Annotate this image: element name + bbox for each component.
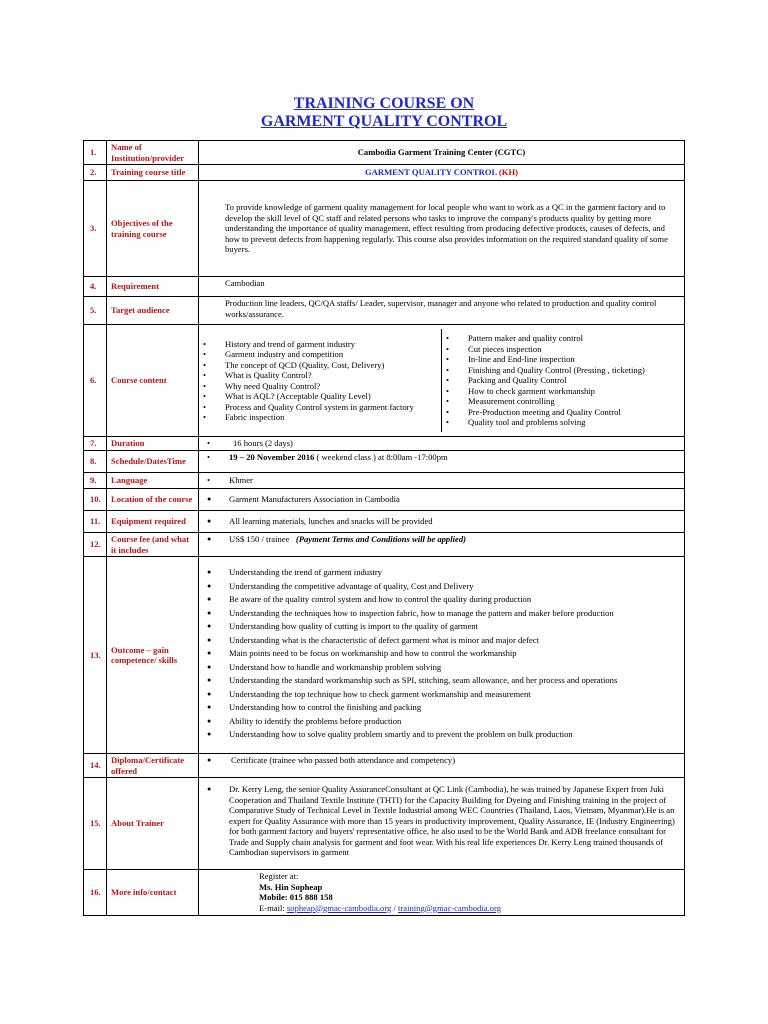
diploma-text: Certificate (trainee who passed both attendance and competency)	[231, 755, 456, 765]
contact-email-separator: /	[391, 902, 399, 913]
row-label: Name of Institution/provider	[107, 141, 199, 165]
row-label: Diploma/Certificate offered	[107, 754, 199, 778]
row-number: 2.	[84, 165, 107, 181]
row-label: About Trainer	[107, 778, 199, 870]
row-label: Objectives of the training course	[107, 181, 199, 277]
row-fee	[84, 533, 685, 557]
row-contact	[84, 870, 685, 916]
duration-text: 16 hours (2 days)	[233, 438, 293, 449]
contact-register: Register at:	[259, 871, 299, 881]
contact-email-link-2[interactable]: training@gmac-cambodia.org	[398, 902, 501, 913]
contact-mobile: Mobile: 015 888 158	[259, 892, 333, 902]
row-label: Language	[107, 473, 199, 489]
row-trainer	[84, 778, 685, 870]
contact-name: Ms. Hin Sopheap	[259, 881, 323, 892]
course-content-item: • How to check garment workmanship	[442, 386, 645, 397]
course-content-item: • The concept of QCD (Quality, Cost, Delivery)	[199, 360, 414, 371]
contact-email-label: E-mail:	[259, 902, 287, 913]
row-number: 1.	[84, 141, 107, 165]
row-number: 12.	[84, 533, 107, 557]
row-number: 3.	[84, 181, 107, 277]
outcome-item: ● Understanding the standard workmanship such as SPI, stitching, seam allowance, and her process and operations	[203, 675, 680, 686]
row-target-audience	[84, 297, 685, 325]
outcome-item: ● Understanding the top technique how to check garment workmanship and measurement	[203, 689, 680, 700]
requirement-value: Cambodian	[199, 277, 685, 297]
row-language	[84, 473, 685, 489]
course-content-item: • Cut pieces inspection	[442, 344, 645, 355]
course-title-value	[199, 165, 685, 181]
course-content-item: • What is AQL? (Acceptable Quality Level)	[199, 391, 414, 402]
course-content-item: • Pattern maker and quality control	[442, 333, 645, 344]
outcome-item: ● Understanding what is the characteristic of defect garment what is minor and major defect	[203, 635, 680, 646]
row-number: 15.	[84, 778, 107, 870]
course-content-item: • Process and Quality Control system in garment factory	[199, 402, 414, 413]
target-audience-value: Production line leaders, QC/QA staffs/ Leader, supervisor, manager and anyone who related to production and quality control works/assurance.	[199, 297, 685, 325]
course-content-item: • What is Quality Control?	[199, 370, 414, 381]
course-content-cell	[199, 325, 685, 437]
course-content-left	[199, 329, 441, 432]
location-value	[199, 489, 685, 511]
row-institution	[84, 141, 685, 165]
row-location	[84, 489, 685, 511]
row-number: 9.	[84, 473, 107, 489]
course-content-item: • Garment industry and competition	[199, 349, 414, 360]
trainer-text: ● Dr. Kerry Leng, the senior Quality AssuranceConsultant at QC Link (Cambodia), he was trained by Japanese Expert from Juki Cooperation and Thailand Textile Institute (THTI) for the Capacity Building for Dyeing and Finishing training in the project of Comparative Study of Technical Level in Textile Industrial among WEC Countries (Thailand, Laos, Vietnam, Myanmar).He is an expert for Quality Assurance with more than 15 years in productivity improvement, Quality Assurance, IE (Industry Engineering) for both garment factory and buyers' representative office, he also used to be the World Bank and ADB freelance consultant for Trade and Supply chain analysis for garment and foot wear. With his real life experiences Dr. Kerry Leng trained thousands of Cambodian supervisors in garment	[203, 784, 678, 858]
course-title-suffix: (KH)	[498, 167, 519, 178]
schedule-time: ( weekend class ) at 8:00am -17:00pm	[314, 452, 448, 462]
row-outcome	[84, 557, 685, 754]
schedule-dates: 19 – 20 November 2016	[229, 452, 315, 462]
fee-value	[199, 533, 685, 557]
doc-title-line2: GARMENT QUALITY CONTROL	[260, 113, 508, 130]
trainer-value	[199, 778, 685, 870]
duration-value	[199, 437, 685, 451]
contact-email-link-1[interactable]: sopheap@gmac-cambodia.org	[286, 902, 392, 913]
row-number: 4.	[84, 277, 107, 297]
course-content-item: • Pre-Production meeting and Quality Control	[442, 407, 645, 418]
objectives-value: To provide knowledge of garment quality management for local people who want to work as a QC in the garment factory and to develop the skill level of QC staff and related persons who tasks to improve the company's products quality by getting more understanding the importance of quality management, effect resulting from producing defective products, causes of defects, and how to prevent defects from happening regularly. This course also provides information on the required standard quality of some buyers.	[199, 181, 685, 277]
equipment-text: ● All learning materials, lunches and snacks will be provided	[203, 516, 680, 527]
row-label: Location of the course	[107, 489, 199, 511]
row-course-content	[84, 325, 685, 437]
row-schedule	[84, 451, 685, 473]
course-content-item: • In-line and End-line inspection	[442, 354, 645, 365]
doc-title-line1: TRAINING COURSE ON	[293, 95, 475, 112]
row-number: 8.	[84, 451, 107, 473]
course-content-right	[441, 329, 684, 432]
fee-note: (Payment Terms and Conditions will be applied)	[295, 534, 466, 544]
course-content-item: • Fabric inspection	[199, 412, 414, 423]
row-diploma	[84, 754, 685, 778]
outcome-item: ● Understand how to handle and workmanship problem solving	[203, 662, 680, 673]
course-info-table	[83, 140, 685, 916]
diploma-value	[199, 754, 685, 778]
row-duration	[84, 437, 685, 451]
row-number: 13.	[84, 557, 107, 754]
outcome-item: ● Understanding the competitive advantage of quality, Cost and Delivery	[203, 581, 680, 592]
row-objectives	[84, 181, 685, 277]
course-content-item: • History and trend of garment industry	[199, 339, 414, 350]
outcome-item: ● Main points need to be focus on workmanship and how to control the workmanship	[203, 648, 680, 659]
outcome-value	[199, 557, 685, 754]
outcome-item: ● Understanding how quality of cutting is import to the quality of garment	[203, 621, 680, 632]
row-label: Requirement	[107, 277, 199, 297]
contact-value	[199, 870, 685, 916]
row-number: 10.	[84, 489, 107, 511]
equipment-value	[199, 511, 685, 533]
outcome-item: ● Be aware of the quality control system and how to control the quality during production	[203, 594, 680, 605]
contact-email-line	[259, 903, 680, 914]
row-number: 7.	[84, 437, 107, 451]
row-number: 6.	[84, 325, 107, 437]
outcome-item: ● Ability to identify the problems before production	[203, 716, 680, 727]
outcome-item: ● Understanding how to control the finishing and packing	[203, 702, 680, 713]
language-value	[199, 473, 685, 489]
row-number: 14.	[84, 754, 107, 778]
row-label: Equipment required	[107, 511, 199, 533]
outcome-item: ● Understanding how to solve quality problem smartly and to prevent the problem on bulk production	[203, 729, 680, 740]
row-course-title	[84, 165, 685, 181]
location-text: ● Garment Manufacturers Association in Cambodia	[203, 494, 680, 505]
course-content-item: • Why need Quality Control?	[199, 381, 414, 392]
row-label: Outcome – gain competence/ skills	[107, 557, 199, 754]
row-label: Schedule/DatesTime	[107, 451, 199, 473]
row-label: Training course title	[107, 165, 199, 181]
institution-value: Cambodia Garment Training Center (CGTC)	[199, 141, 685, 165]
course-content-item: • Quality tool and problems solving	[442, 417, 645, 428]
row-number: 16.	[84, 870, 107, 916]
schedule-value	[199, 451, 685, 473]
row-label: Course content	[107, 325, 199, 437]
course-content-item: • Measurement controlling	[442, 396, 645, 407]
outcome-item: ● Understanding the trend of garment industry	[203, 567, 680, 578]
language-text: • Khmer	[203, 475, 680, 486]
outcome-item: ● Understanding the techniques how to inspection fabric, how to manage the pattern and maker before production	[203, 608, 680, 619]
fee-amount: US$ 150 / trainee	[229, 534, 290, 544]
row-requirement	[84, 277, 685, 297]
course-content-item: • Packing and Quality Control	[442, 375, 645, 386]
row-label: More info/contact	[107, 870, 199, 916]
row-equipment	[84, 511, 685, 533]
row-label: Target audience	[107, 297, 199, 325]
row-label: Duration	[107, 437, 199, 451]
row-number: 5.	[84, 297, 107, 325]
row-label: Course fee (and what it includes	[107, 533, 199, 557]
course-title-text: GARMENT QUALITY CONTROL	[364, 167, 497, 178]
course-content-item: • Finishing and Quality Control (Pressing , ticketing)	[442, 365, 645, 376]
row-number: 11.	[84, 511, 107, 533]
